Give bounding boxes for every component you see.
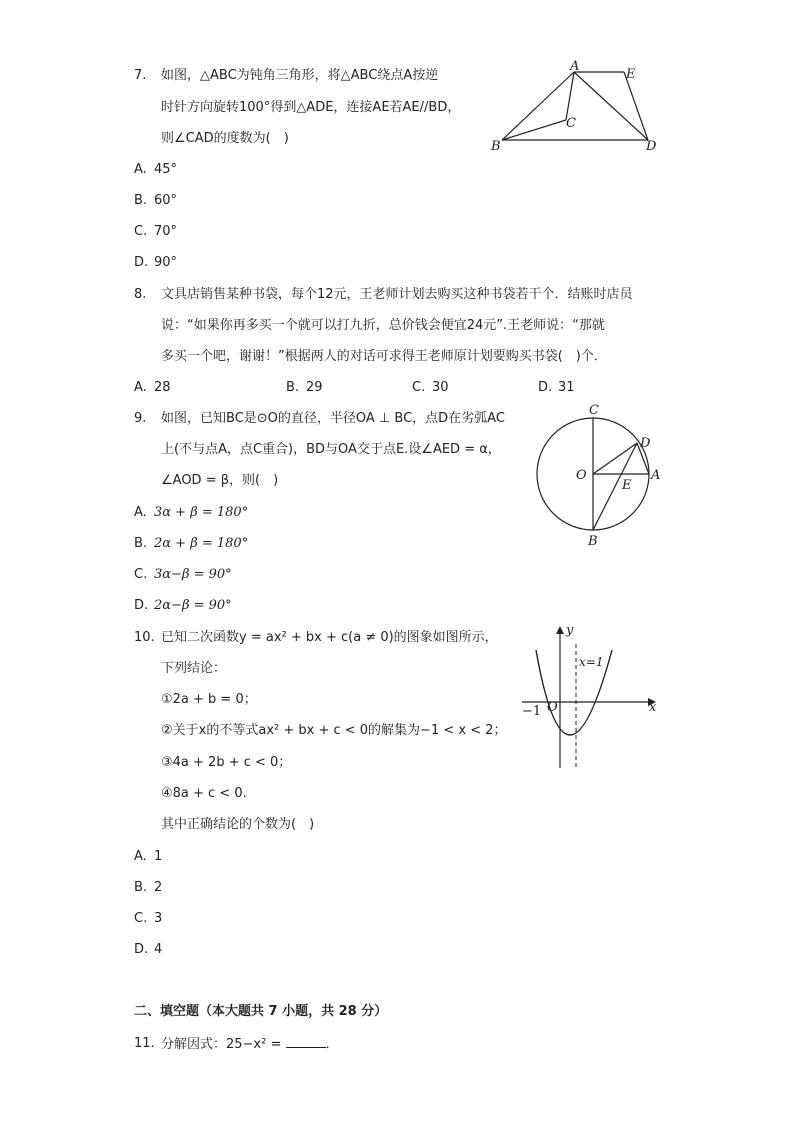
q8-text-line3: 多买一个吧，谢谢！”根据两人的对话可求得王老师原计划要购买书袋( )个． xyxy=(161,349,607,364)
option-text: 29 xyxy=(306,380,323,395)
q7-option-c xyxy=(134,223,177,241)
option-letter: D. xyxy=(134,598,149,613)
option-text: 90° xyxy=(154,255,178,270)
q10-conclusion-3: ③4a + 2b + c < 0； xyxy=(161,755,292,770)
q7-segment-ab xyxy=(502,72,574,140)
option-text: 70° xyxy=(154,224,178,239)
q10-option-b xyxy=(134,879,162,897)
option-text: 45° xyxy=(154,162,178,177)
q8-option-c xyxy=(412,379,449,397)
q10-text-line2: 下列结论： xyxy=(161,661,227,676)
section-title-fill-in: 二、填空题（本大题共 7 小题，共 28 分） xyxy=(134,1004,388,1019)
q10-label-axis: x=1 xyxy=(579,655,604,669)
q7-option-a xyxy=(134,161,177,179)
q7-label-e: E xyxy=(626,67,636,82)
q9-label-o: O xyxy=(576,468,587,483)
q7-option-d xyxy=(134,254,177,272)
q7-segment-ed xyxy=(624,72,648,140)
option-letter: C. xyxy=(134,911,148,926)
q10-label-neg1: −1 xyxy=(522,704,542,719)
q7-label-d: D xyxy=(646,139,657,154)
option-letter: A. xyxy=(134,505,147,520)
option-letter: B. xyxy=(286,380,300,395)
q7-segment-ad xyxy=(574,72,648,140)
q10-label-x: x xyxy=(649,700,657,715)
q9-circle-figure xyxy=(528,400,668,548)
q8-text-line2: 说：“如果你再多买一个就可以打九折，总价钱会便宜24元”.王老师说：“那就 xyxy=(161,318,605,333)
q11-tail: ． xyxy=(325,1037,339,1052)
q11-text xyxy=(161,1035,339,1054)
q8-text-line1: 文具店销售某种书袋，每个12元，王老师计划去购买这种书袋若干个．结账时店员 xyxy=(161,287,633,302)
q9-number: 9. xyxy=(134,411,147,426)
q7-triangle-figure xyxy=(488,60,668,155)
q9-segment-od xyxy=(593,443,637,474)
q7-label-a: A xyxy=(570,60,580,74)
q10-label-y: y xyxy=(566,623,574,638)
option-letter: A. xyxy=(134,162,147,177)
q9-label-b: B xyxy=(588,534,598,548)
q10-number: 10. xyxy=(134,630,155,645)
q7-number: 7. xyxy=(134,68,147,83)
option-text: 28 xyxy=(154,380,171,395)
option-letter: B. xyxy=(134,880,148,895)
q7-text-line2: 时针方向旋转100°得到△ADE，连接AE若AE//BD， xyxy=(161,100,461,115)
q10-conclusion-1: ①2a + b = 0； xyxy=(161,692,257,707)
q9-text-line1: 如图，已知BC是⊙O的直径，半径OA ⊥ BC，点D在劣弧AC xyxy=(161,411,505,426)
option-letter: A. xyxy=(134,849,147,864)
q10-option-d xyxy=(134,941,162,959)
q11-number: 11. xyxy=(134,1036,155,1051)
option-text: 2α + β = 180° xyxy=(154,536,249,551)
option-letter: D. xyxy=(134,942,149,957)
q10-parabola-figure xyxy=(516,620,666,770)
q8-option-a xyxy=(134,379,171,397)
q9-label-d: D xyxy=(640,436,651,451)
option-text: 3α−β = 90° xyxy=(154,567,232,582)
option-letter: C. xyxy=(412,380,426,395)
q7-segment-bc xyxy=(502,120,566,140)
q10-text-line1: 已知二次函数y = ax² + bx + c(a ≠ 0)的图象如图所示， xyxy=(161,630,498,645)
option-text: 3α + β = 180° xyxy=(154,505,249,520)
q7-label-b: B xyxy=(491,139,501,154)
q9-option-b xyxy=(134,535,248,553)
q9-option-c xyxy=(134,566,232,584)
q7-option-b xyxy=(134,192,177,210)
q9-option-d xyxy=(134,597,232,615)
q9-text-line3: ∠AOD = β，则( ) xyxy=(161,473,279,488)
option-letter: B. xyxy=(134,193,148,208)
q9-label-e: E xyxy=(622,478,632,493)
option-letter: C. xyxy=(134,224,148,239)
q8-option-d xyxy=(538,379,575,397)
q10-option-c xyxy=(134,910,162,928)
q9-label-c: C xyxy=(589,403,599,418)
q10-label-origin: O xyxy=(547,700,558,715)
option-text: 30 xyxy=(432,380,449,395)
option-letter: C. xyxy=(134,567,148,582)
q11-question: 分解因式：25−x² = xyxy=(161,1037,286,1052)
option-text: 4 xyxy=(154,942,163,957)
option-text: 3 xyxy=(154,911,163,926)
option-text: 1 xyxy=(154,849,163,864)
q9-label-a: A xyxy=(651,468,661,483)
q10-conclusion-4: ④8a + c < 0. xyxy=(161,786,247,801)
option-text: 31 xyxy=(558,380,575,395)
q7-label-c: C xyxy=(566,116,576,131)
option-text: 2 xyxy=(154,880,163,895)
q8-number: 8. xyxy=(134,287,147,302)
q9-text-line2: 上(不与点A，点C重合)，BD与OA交于点E.设∠AED = α， xyxy=(161,442,501,457)
q8-option-b xyxy=(286,379,323,397)
option-text: 2α−β = 90° xyxy=(154,598,232,613)
q7-text-line1: 如图，△ABC为钝角三角形，将△ABC绕点A按逆 xyxy=(161,68,439,83)
option-letter: B. xyxy=(134,536,148,551)
q9-option-a xyxy=(134,504,248,522)
q10-y-arrow-icon xyxy=(556,626,564,634)
q10-conclusion-2: ②关于x的不等式ax² + bx + c < 0的解集为−1 < x < 2； xyxy=(161,723,507,738)
q10-text-line7: 其中正确结论的个数为( ) xyxy=(161,817,315,832)
q11-answer-blank[interactable] xyxy=(286,1035,326,1048)
option-letter: D. xyxy=(134,255,149,270)
option-letter: D. xyxy=(538,380,553,395)
q10-option-a xyxy=(134,848,162,866)
q7-text-line3: 则∠CAD的度数为( ) xyxy=(161,131,289,146)
option-text: 60° xyxy=(154,193,178,208)
option-letter: A. xyxy=(134,380,147,395)
